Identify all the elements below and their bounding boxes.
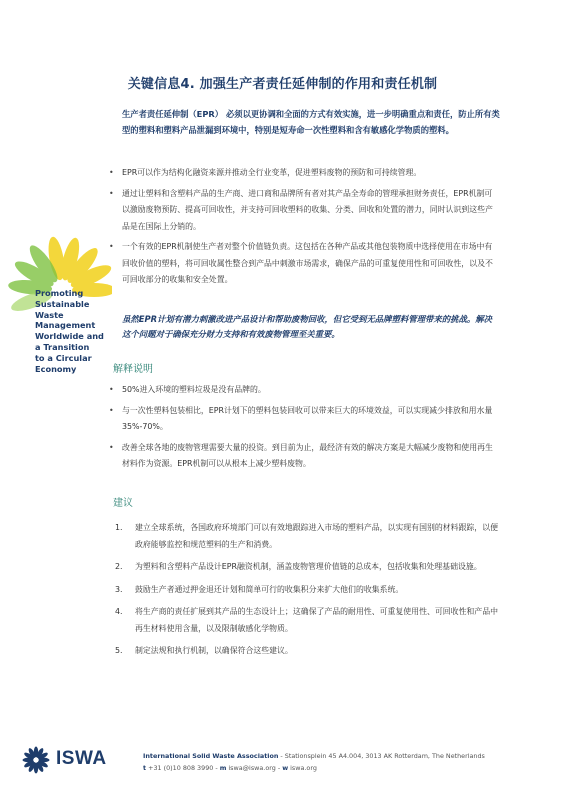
iswa-logo-icon — [22, 746, 50, 774]
footer-brand: ISWA — [56, 748, 107, 769]
list-item: 5. 制定法规和执行机制，以确保符合这些建议。 — [115, 646, 293, 655]
list-item: • 50%进入环境的塑料垃圾是没有品牌的。 — [108, 382, 500, 399]
side-banner-text: Promoting Sustainable Waste Management Worldwide and a Transition to a Circular Economy — [35, 288, 104, 374]
bullet-icon: • — [109, 188, 114, 198]
list-item: • 改善全球各地的废物管理需要大量的投资。到目前为止，最经济有效的解决方案是大幅减少废物和使用再生材料作为资源。EPR机制可以从根本上减少塑料废物。 — [108, 440, 500, 473]
explain-list — [108, 382, 500, 477]
bullet-icon: • — [109, 168, 114, 177]
list-item: 2. 为塑料和含塑料产品设计EPR融资机制，涵盖废物管理价值链的总成本，包括收集和处理基础设施。 — [115, 562, 482, 571]
list-item: • EPR可以作为结构化融资来源并推动全行业变革，促进塑料废物的预防和可持续管理。 — [108, 165, 500, 182]
list-item: 4. 将生产商的责任扩展到其产品的生态设计上；这确保了产品的耐用性、可重复使用性、可回收性和产品中再生材料使用含量，以及限制敏感化学物质。 — [115, 607, 498, 633]
bullet-icon: • — [109, 442, 114, 452]
list-item: 1. 建立全球系统，各国政府环境部门可以有效地跟踪进入市场的塑料产品，以实现有国别的材料跟踪，以便政府能够监控和规范塑料的生产和消费。 — [115, 523, 498, 549]
recommendations-list — [115, 520, 500, 666]
footer-contact: t +31 (0)10 808 3990 - m iswa@iswa.org - w iswa.org — [143, 764, 317, 772]
bullet-icon: • — [109, 242, 114, 251]
section-heading-explain: 解释说明 — [113, 364, 153, 375]
bullet-icon: • — [109, 385, 114, 394]
footer-address: International Solid Waste Association - Stationsplein 45 A4.004, 3013 AK Rotterdam, The Netherlands — [143, 752, 485, 760]
key-points-list — [108, 165, 500, 293]
section-heading-recommend: 建议 — [113, 498, 133, 509]
page-title: 关键信息4. 加强生产者责任延伸制的作用和责任机制 — [127, 77, 438, 92]
footer-web-link[interactable]: iswa.org — [288, 764, 317, 772]
intro-paragraph: 生产者责任延伸制（EPR） 必须以更协调和全面的方式有效实施，进一步明确重点和责任，防止所有类型的塑料和塑料产品泄漏到环境中，特别是短寿命一次性塑料和含有敏感化学物质的塑料。 — [122, 109, 500, 135]
list-item: 3. 鼓励生产者通过押金退还计划和简单可行的收集积分来扩大他们的收集系统。 — [115, 584, 404, 594]
highlight-quote: 虽然EPR计划有潜力刺激改进产品设计和帮助废物回收，但它受到无品牌塑料管理带来的挑战。解决这个问题对于确保充分财力支持和有效废物管理至关重要。 — [122, 314, 493, 339]
bullet-icon: • — [109, 405, 114, 415]
list-item: • 与一次性塑料包装相比，EPR计划下的塑料包装回收可以带来巨大的环境效益，可以实现减少排放和用水量35%-70%。 — [108, 403, 500, 436]
footer-email-link[interactable]: iswa@iswa.org - — [226, 764, 283, 772]
list-item: • 通过让塑料和含塑料产品的生产商、进口商和品牌所有者对其产品全寿命的管理承担财务责任，EPR机制可以激励废物预防、提高可回收性，并支持可回收塑料的收集、分类、回收和处置的潜力，同时认识到这些产品是在国际上分销的。 — [108, 186, 500, 236]
list-item: • 一个有效的EPR机制使生产者对整个价值链负责。这包括在各种产品或其他包装物质中选择使用在市场中有回收价值的塑料，将可回收属性整合到产品中刺激市场需求，确保产品的可重复使用性和可回收性，以及不可回收部分的收集和安全处置。 — [108, 239, 500, 289]
